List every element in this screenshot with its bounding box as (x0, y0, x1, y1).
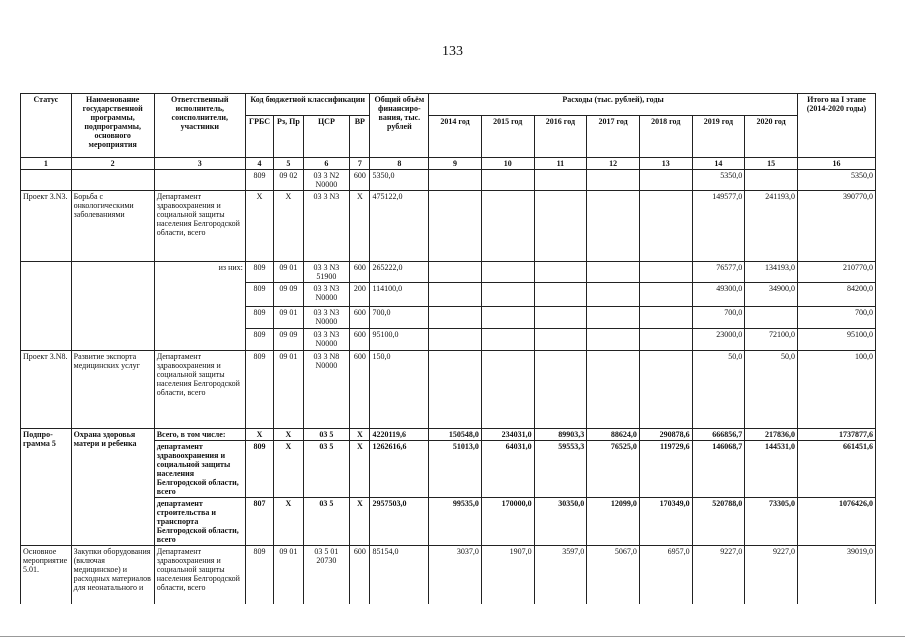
header-vr: ВР (350, 116, 370, 158)
table-cell: 59553,3 (534, 441, 587, 498)
table-cell (534, 170, 587, 191)
table-cell: 100,0 (797, 351, 875, 429)
header-year: 2017 год (587, 116, 640, 158)
table-cell: 114100,0 (370, 283, 429, 307)
table-cell: 09 01 (274, 262, 303, 283)
table-cell: 84200,0 (797, 283, 875, 307)
column-index: 10 (481, 158, 534, 170)
table-cell (639, 307, 692, 329)
table-cell: 600 (350, 329, 370, 351)
table-cell: 3037,0 (429, 546, 482, 616)
table-cell (481, 170, 534, 191)
table-cell (429, 262, 482, 283)
table-cell (71, 262, 154, 351)
table-cell (534, 307, 587, 329)
column-index: 11 (534, 158, 587, 170)
table-cell: Х (245, 191, 273, 262)
table-row (21, 191, 876, 262)
table-cell: 666856,7 (692, 429, 745, 441)
table-cell (429, 329, 482, 351)
table-cell (429, 351, 482, 429)
table-cell: департамент строительства и транспорта Белгородской области, всего (154, 498, 245, 546)
table-cell: 09 01 (274, 351, 303, 429)
table-cell (481, 191, 534, 262)
column-index: 8 (370, 158, 429, 170)
header-expenses: Расходы (тыс. рублей), годы (429, 94, 798, 116)
header-year: 2020 год (745, 116, 798, 158)
column-index: 16 (797, 158, 875, 170)
table-cell: Х (274, 429, 303, 441)
table-cell: Х (350, 498, 370, 546)
table-cell (534, 329, 587, 351)
table-cell (639, 351, 692, 429)
table-cell (534, 283, 587, 307)
table-cell: 09 01 (274, 546, 303, 616)
column-index: 7 (350, 158, 370, 170)
table-cell: 170349,0 (639, 498, 692, 546)
table-cell (429, 191, 482, 262)
table-cell: 290878,6 (639, 429, 692, 441)
divider (0, 636, 905, 637)
table-cell (534, 191, 587, 262)
table-cell: 6957,0 (639, 546, 692, 616)
table-cell: 5350,0 (797, 170, 875, 191)
table-cell: 03 3 N3 N0000 (303, 307, 350, 329)
table-cell: 3597,0 (534, 546, 587, 616)
column-index: 6 (303, 158, 350, 170)
header-grbs: ГРБС (245, 116, 273, 158)
table-cell: 661451,6 (797, 441, 875, 498)
table-cell: 700,0 (797, 307, 875, 329)
column-index: 2 (71, 158, 154, 170)
table-cell: 809 (245, 262, 273, 283)
table-cell: Охрана здоровья матери и ребенка (71, 429, 154, 546)
table-cell: 5067,0 (587, 546, 640, 616)
table-cell (587, 191, 640, 262)
table-cell: 217836,0 (745, 429, 798, 441)
table-cell: 210770,0 (797, 262, 875, 283)
table-cell: 1737877,6 (797, 429, 875, 441)
table-cell: 809 (245, 170, 273, 191)
column-index: 15 (745, 158, 798, 170)
table-cell: 03 3 N3 N0000 (303, 329, 350, 351)
table-cell (429, 307, 482, 329)
table-cell (481, 283, 534, 307)
table-cell: 03 5 01 20730 (303, 546, 350, 616)
header-csr: ЦСР (303, 116, 350, 158)
table-cell: 600 (350, 351, 370, 429)
page-cutoff (0, 604, 905, 640)
table-cell: Департамент здравоохранения и социальной защиты населения Белгородской области, всего (154, 191, 245, 262)
header-year: 2015 год (481, 116, 534, 158)
table-cell: 150,0 (370, 351, 429, 429)
header-year: 2019 год (692, 116, 745, 158)
table-cell: 809 (245, 351, 273, 429)
table-cell: 2957503,0 (370, 498, 429, 546)
table-cell: 146068,7 (692, 441, 745, 498)
table-cell: 475122,0 (370, 191, 429, 262)
table-cell: Департамент здравоохранения и социальной защиты населения Белгородской области, всего (154, 546, 245, 616)
table-cell (429, 170, 482, 191)
table-cell: 700,0 (692, 307, 745, 329)
table-cell: 09 02 (274, 170, 303, 191)
table-cell: 265222,0 (370, 262, 429, 283)
table-cell: Х (274, 191, 303, 262)
table-cell: 5350,0 (692, 170, 745, 191)
table-cell: из них: (154, 262, 245, 351)
header-year: 2014 год (429, 116, 482, 158)
table-cell: 1907,0 (481, 546, 534, 616)
table-row (21, 262, 876, 283)
table-cell: 03 3 N8 N0000 (303, 351, 350, 429)
table-cell: 03 3 N3 51900 (303, 262, 350, 283)
column-index: 5 (274, 158, 303, 170)
table-cell: Х (350, 441, 370, 498)
table-cell (639, 170, 692, 191)
table-cell: 1262616,6 (370, 441, 429, 498)
table-cell (71, 170, 154, 191)
header-rz-pr: Рз, Пр (274, 116, 303, 158)
table-cell: 85154,0 (370, 546, 429, 616)
table-cell: 5350,0 (370, 170, 429, 191)
column-index: 12 (587, 158, 640, 170)
header-executor: Ответственный исполнитель, соисполнители, участники (154, 94, 245, 158)
table-cell: 807 (245, 498, 273, 546)
table-cell (639, 283, 692, 307)
table-cell: 170000,0 (481, 498, 534, 546)
table-cell: Закупки оборудования (включая медицинское) и расходных материалов для неонатального и (71, 546, 154, 616)
table-cell (639, 262, 692, 283)
table-cell (429, 283, 482, 307)
table-cell (481, 351, 534, 429)
table-cell: 600 (350, 307, 370, 329)
table-cell: 12099,0 (587, 498, 640, 546)
table-cell (481, 262, 534, 283)
table-cell (587, 307, 640, 329)
column-index: 9 (429, 158, 482, 170)
table-cell: 119729,6 (639, 441, 692, 498)
table-cell: Подпро-грамма 5 (21, 429, 72, 546)
table-cell: Департамент здравоохранения и социальной защиты населения Белгородской области, всего (154, 351, 245, 429)
column-index: 14 (692, 158, 745, 170)
column-index: 1 (21, 158, 72, 170)
table-cell: 809 (245, 307, 273, 329)
table-cell: 03 5 (303, 429, 350, 441)
page-number: 133 (442, 44, 463, 59)
table-cell: 09 09 (274, 329, 303, 351)
table-cell: 50,0 (745, 351, 798, 429)
table-cell: Проект 3.N8. (21, 351, 72, 429)
table-row (21, 170, 876, 191)
budget-table (20, 93, 876, 616)
table-cell: 03 5 (303, 498, 350, 546)
table-cell: 700,0 (370, 307, 429, 329)
header-stage-total: Итого на I этапе (2014-2020 годы) (797, 94, 875, 158)
table-cell: Х (350, 191, 370, 262)
table-cell: 73305,0 (745, 498, 798, 546)
table-cell: 600 (350, 170, 370, 191)
table-cell: 89903,3 (534, 429, 587, 441)
table-cell: Х (274, 441, 303, 498)
table-cell: 1076426,0 (797, 498, 875, 546)
table-cell: 23000,0 (692, 329, 745, 351)
table-cell: 30350,0 (534, 498, 587, 546)
table-cell (587, 283, 640, 307)
table-cell: 50,0 (692, 351, 745, 429)
table-cell: Х (245, 429, 273, 441)
table-cell: 809 (245, 441, 273, 498)
table-cell: Всего, в том числе: (154, 429, 245, 441)
table-cell: 64031,0 (481, 441, 534, 498)
header-year: 2016 год (534, 116, 587, 158)
table-cell: 600 (350, 546, 370, 616)
table-cell: 520788,0 (692, 498, 745, 546)
table-cell (587, 170, 640, 191)
table-cell: 03 3 N2 N0000 (303, 170, 350, 191)
table-cell (534, 262, 587, 283)
column-index: 3 (154, 158, 245, 170)
table-cell (154, 170, 245, 191)
header-name: Наименование государственной программы, подпрограммы, основного мероприятия (71, 94, 154, 158)
table-row (21, 351, 876, 429)
table-cell (639, 329, 692, 351)
header-total: Общий объём финансиро-вания, тыс. рублей (370, 94, 429, 158)
table-cell: Проект 3.N3. (21, 191, 72, 262)
table-cell: 9227,0 (692, 546, 745, 616)
table-cell: 234031,0 (481, 429, 534, 441)
table-cell: 34900,0 (745, 283, 798, 307)
table-cell: 600 (350, 262, 370, 283)
table-cell: 72100,0 (745, 329, 798, 351)
table-cell: 149577,0 (692, 191, 745, 262)
table-cell: 76525,0 (587, 441, 640, 498)
table-cell: 51013,0 (429, 441, 482, 498)
table-cell: Основное мероприятие 5.01. (21, 546, 72, 616)
column-index: 4 (245, 158, 273, 170)
table-cell: 03 5 (303, 441, 350, 498)
table-cell: 809 (245, 283, 273, 307)
table-cell (21, 262, 72, 351)
table-cell: 39019,0 (797, 546, 875, 616)
table-cell: 200 (350, 283, 370, 307)
table-cell: 95100,0 (370, 329, 429, 351)
table-cell: 03 3 N3 (303, 191, 350, 262)
table-cell: Х (350, 429, 370, 441)
table-cell: 03 3 N3 N0000 (303, 283, 350, 307)
table-cell: 9227,0 (745, 546, 798, 616)
table-cell: 49300,0 (692, 283, 745, 307)
table-cell: 99535,0 (429, 498, 482, 546)
table-cell (481, 329, 534, 351)
table-row (21, 429, 876, 441)
table-cell: 134193,0 (745, 262, 798, 283)
table-cell: 88624,0 (587, 429, 640, 441)
table-cell (745, 170, 798, 191)
header-year: 2018 год (639, 116, 692, 158)
table-cell: 809 (245, 546, 273, 616)
table-cell: 76577,0 (692, 262, 745, 283)
table-cell (639, 191, 692, 262)
header-status: Статус (21, 94, 72, 158)
table-header (21, 94, 876, 170)
table-cell (587, 262, 640, 283)
table-body (21, 170, 876, 616)
table-cell (745, 307, 798, 329)
table-cell: 144531,0 (745, 441, 798, 498)
table-cell (587, 351, 640, 429)
table-cell: Х (274, 498, 303, 546)
table-cell: 150548,0 (429, 429, 482, 441)
table-cell: 390770,0 (797, 191, 875, 262)
table-cell: 95100,0 (797, 329, 875, 351)
table-cell (534, 351, 587, 429)
column-index-row (21, 158, 876, 170)
table-cell: Борьба с онкологическими заболеваниями (71, 191, 154, 262)
table-cell (587, 329, 640, 351)
table-cell (481, 307, 534, 329)
table-cell: 809 (245, 329, 273, 351)
table-cell: департамент здравоохранения и социальной защиты населения Белгородской области, всего (154, 441, 245, 498)
header-budget-code: Код бюджетной классификации (245, 94, 370, 116)
table-cell: 241193,0 (745, 191, 798, 262)
column-index: 13 (639, 158, 692, 170)
table-cell: 09 09 (274, 283, 303, 307)
table-cell: 4220119,6 (370, 429, 429, 441)
table-cell: Развитие экспорта медицинских услуг (71, 351, 154, 429)
table-cell (21, 170, 72, 191)
table-cell: 09 01 (274, 307, 303, 329)
